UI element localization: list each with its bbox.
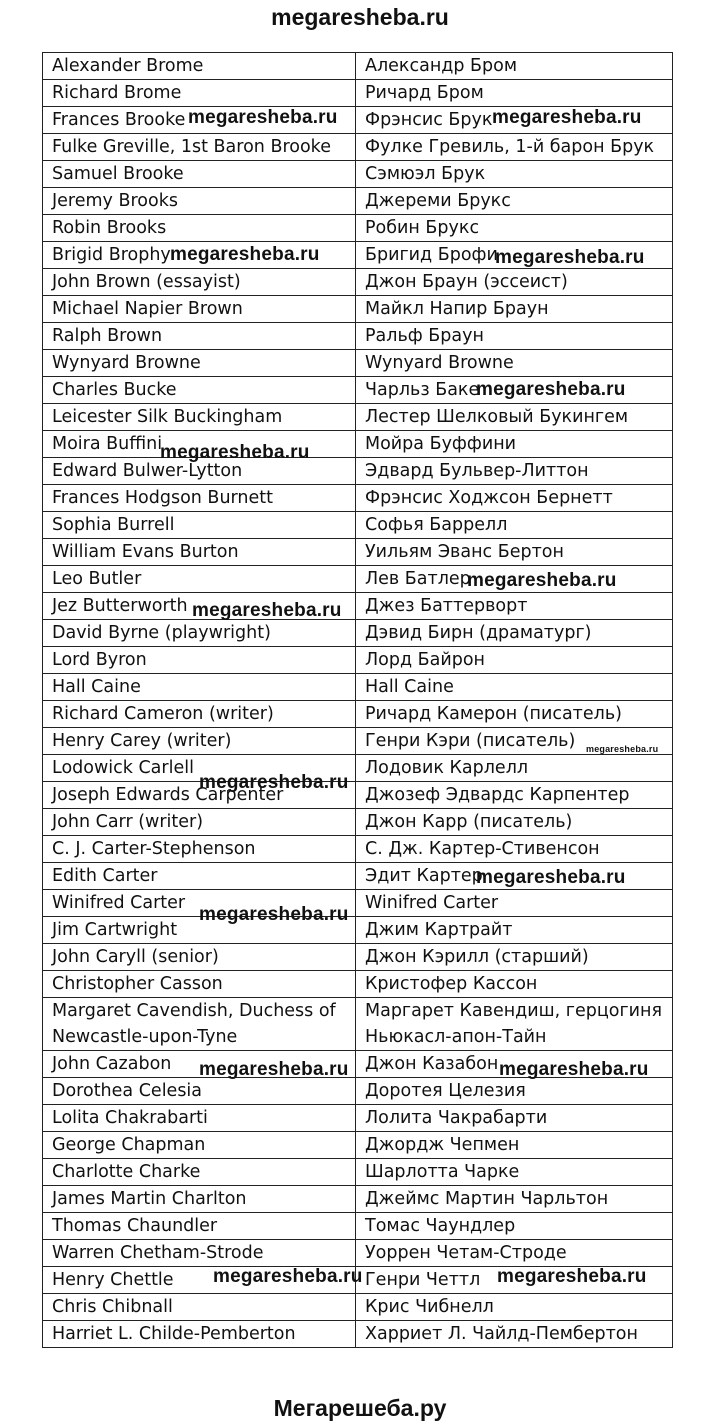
russian-name-cell: Эдвард Бульвер-Литтон [356,458,673,485]
table-row [43,917,673,944]
table-row [43,674,673,701]
watermark-text: megaresheba.ru [213,1266,363,1287]
watermark-text: megaresheba.ru [188,107,338,128]
table-row [43,701,673,728]
russian-name-cell: Мойра Буффини [356,431,673,458]
english-name-cell: Joseph Edwards Carpenter [43,782,356,809]
english-name-cell: Alexander Brome [43,53,356,80]
watermark-text: megaresheba.ru [492,107,642,128]
russian-name-cell: Чарльз Баке [356,377,673,404]
english-name-cell: Wynyard Browne [43,350,356,377]
russian-name-cell: Генри Четтл [356,1267,673,1294]
table-row [43,512,673,539]
watermark-text: megaresheba.ru [192,600,342,621]
table-row [43,458,673,485]
russian-name-cell: Лодовик Карлелл [356,755,673,782]
english-name-cell: James Martin Charlton [43,1186,356,1213]
russian-name-cell: Джеймс Мартин Чарльтон [356,1186,673,1213]
table-row [43,350,673,377]
english-name-cell: Moira Buffini [43,431,356,458]
russian-name-cell: Александр Бром [356,53,673,80]
table-row [43,1078,673,1105]
table-row [43,485,673,512]
russian-name-cell: Майкл Напир Браун [356,296,673,323]
russian-name-cell: Wynyard Browne [356,350,673,377]
english-name-cell: Charlotte Charke [43,1159,356,1186]
watermark-text: megaresheba.ru [495,247,645,268]
table-row [43,539,673,566]
english-name-cell: Margaret Cavendish, Duchess of Newcastle-upon-Tyne [43,998,356,1051]
russian-name-cell: Томас Чаундлер [356,1213,673,1240]
english-name-cell: Winifred Carter [43,890,356,917]
table-row [43,323,673,350]
english-name-cell: Samuel Brooke [43,161,356,188]
english-name-cell: Brigid Brophy [43,242,356,269]
table-row [43,404,673,431]
russian-name-cell: Джордж Чепмен [356,1132,673,1159]
table-row [43,269,673,296]
russian-name-cell: Генри Кэри (писатель) [356,728,673,755]
watermark-text: megaresheba.ru [199,1059,349,1080]
english-name-cell: Frances Hodgson Burnett [43,485,356,512]
russian-name-cell: С. Дж. Картер-Стивенсон [356,836,673,863]
english-name-cell: Sophia Burrell [43,512,356,539]
english-name-cell: Robin Brooks [43,215,356,242]
table-row [43,161,673,188]
english-name-cell: Leicester Silk Buckingham [43,404,356,431]
english-name-cell: Dorothea Celesia [43,1078,356,1105]
watermark-text: megaresheba.ru [160,442,310,463]
table-row [43,782,673,809]
russian-name-cell: Доротея Целезия [356,1078,673,1105]
russian-name-cell: Робин Брукс [356,215,673,242]
english-name-cell: Jeremy Brooks [43,188,356,215]
russian-name-cell: Фрэнсис Ходжсон Бернетт [356,485,673,512]
english-name-cell: Edward Bulwer-Lytton [43,458,356,485]
russian-name-cell: Фрэнсис Брук [356,107,673,134]
russian-name-cell: Джон Казабон [356,1051,673,1078]
english-name-cell: Ralph Brown [43,323,356,350]
russian-name-cell: Hall Caine [356,674,673,701]
table-row [43,1159,673,1186]
russian-name-cell: Маргарет Кавендиш, герцогиня Ньюкасл-апон-Тайн [356,998,673,1051]
english-name-cell: John Caryll (senior) [43,944,356,971]
table-row [43,1321,673,1348]
russian-name-cell: Джон Браун (эссеист) [356,269,673,296]
watermark-text: megaresheba.ru [199,772,349,793]
russian-name-cell: Харриет Л. Чайлд-Пембертон [356,1321,673,1348]
table-row [43,53,673,80]
table-row [43,728,673,755]
english-name-cell: Jez Butterworth [43,593,356,620]
english-name-cell: Christopher Casson [43,971,356,998]
english-name-cell: Henry Carey (writer) [43,728,356,755]
russian-name-cell: Лорд Байрон [356,647,673,674]
russian-name-cell: Winifred Carter [356,890,673,917]
table-row [43,1213,673,1240]
table-row [43,1105,673,1132]
russian-name-cell: Эдит Картер [356,863,673,890]
english-name-cell: Harriet L. Childe-Pemberton [43,1321,356,1348]
russian-name-cell: Джон Карр (писатель) [356,809,673,836]
watermark-text: megaresheba.ru [476,379,626,400]
watermark-text: megaresheba.ru [476,867,626,888]
table-row [43,647,673,674]
english-name-cell: Warren Chetham-Strode [43,1240,356,1267]
table-row [43,890,673,917]
site-footer: Мегарешеба.ру [273,1395,447,1421]
english-name-cell: Chris Chibnall [43,1294,356,1321]
russian-name-cell: Уоррен Четам-Строде [356,1240,673,1267]
russian-name-cell: Сэмюэл Брук [356,161,673,188]
russian-name-cell: Джон Кэрилл (старший) [356,944,673,971]
watermark-text: megaresheba.ru [467,570,617,591]
table-row [43,998,673,1051]
russian-name-cell: Джереми Брукс [356,188,673,215]
table-row [43,620,673,647]
watermark-text: megaresheba.ru [199,904,349,925]
table-row [43,944,673,971]
english-name-cell: George Chapman [43,1132,356,1159]
english-name-cell: Michael Napier Brown [43,296,356,323]
table-row [43,836,673,863]
table-row [43,809,673,836]
english-name-cell: Lodowick Carlell [43,755,356,782]
russian-name-cell: Джез Баттерворт [356,593,673,620]
english-name-cell: John Cazabon [43,1051,356,1078]
english-name-cell: David Byrne (playwright) [43,620,356,647]
russian-name-cell: Фулке Гревиль, 1-й барон Брук [356,134,673,161]
russian-name-cell: Дэвид Бирн (драматург) [356,620,673,647]
english-name-cell: Fulke Greville, 1st Baron Brooke [43,134,356,161]
english-name-cell: Edith Carter [43,863,356,890]
table-row [43,755,673,782]
russian-name-cell: Уильям Эванс Бертон [356,539,673,566]
english-name-cell: Charles Bucke [43,377,356,404]
table-row [43,1294,673,1321]
english-name-cell: Lolita Chakrabarti [43,1105,356,1132]
russian-name-cell: Софья Баррелл [356,512,673,539]
table-row [43,1240,673,1267]
table-row [43,296,673,323]
table-row [43,431,673,458]
russian-name-cell: Ральф Браун [356,323,673,350]
english-name-cell: William Evans Burton [43,539,356,566]
english-name-cell: Richard Cameron (writer) [43,701,356,728]
watermark-text: megaresheba.ru [499,1059,649,1080]
russian-name-cell: Кристофер Кассон [356,971,673,998]
russian-name-cell: Лев Батлер [356,566,673,593]
watermark-text: megaresheba.ru [170,244,320,265]
table-row [43,188,673,215]
english-name-cell: C. J. Carter-Stephenson [43,836,356,863]
english-name-cell: Thomas Chaundler [43,1213,356,1240]
site-header: megaresheba.ru [271,4,449,30]
russian-name-cell: Джим Картрайт [356,917,673,944]
russian-name-cell: Шарлотта Чарке [356,1159,673,1186]
english-name-cell: Jim Cartwright [43,917,356,944]
russian-name-cell: Ричард Бром [356,80,673,107]
russian-name-cell: Бригид Брофи [356,242,673,269]
english-name-cell: Lord Byron [43,647,356,674]
english-name-cell: Richard Brome [43,80,356,107]
watermark-text: megaresheba.ru [586,744,659,754]
table-row [43,80,673,107]
table-row [43,593,673,620]
table-row [43,215,673,242]
english-name-cell: Hall Caine [43,674,356,701]
table-row [43,134,673,161]
russian-name-cell: Джозеф Эдвардс Карпентер [356,782,673,809]
watermark-text: megaresheba.ru [497,1266,647,1287]
english-name-cell: Leo Butler [43,566,356,593]
russian-name-cell: Крис Чибнелл [356,1294,673,1321]
english-name-cell: John Brown (essayist) [43,269,356,296]
english-name-cell: John Carr (writer) [43,809,356,836]
russian-name-cell: Ричард Камерон (писатель) [356,701,673,728]
russian-name-cell: Лестер Шелковый Букингем [356,404,673,431]
english-name-cell: Henry Chettle [43,1267,356,1294]
russian-name-cell: Лолита Чакрабарти [356,1105,673,1132]
table-row [43,1186,673,1213]
table-row [43,971,673,998]
table-row [43,1132,673,1159]
english-name-cell: Frances Brooke [43,107,356,134]
